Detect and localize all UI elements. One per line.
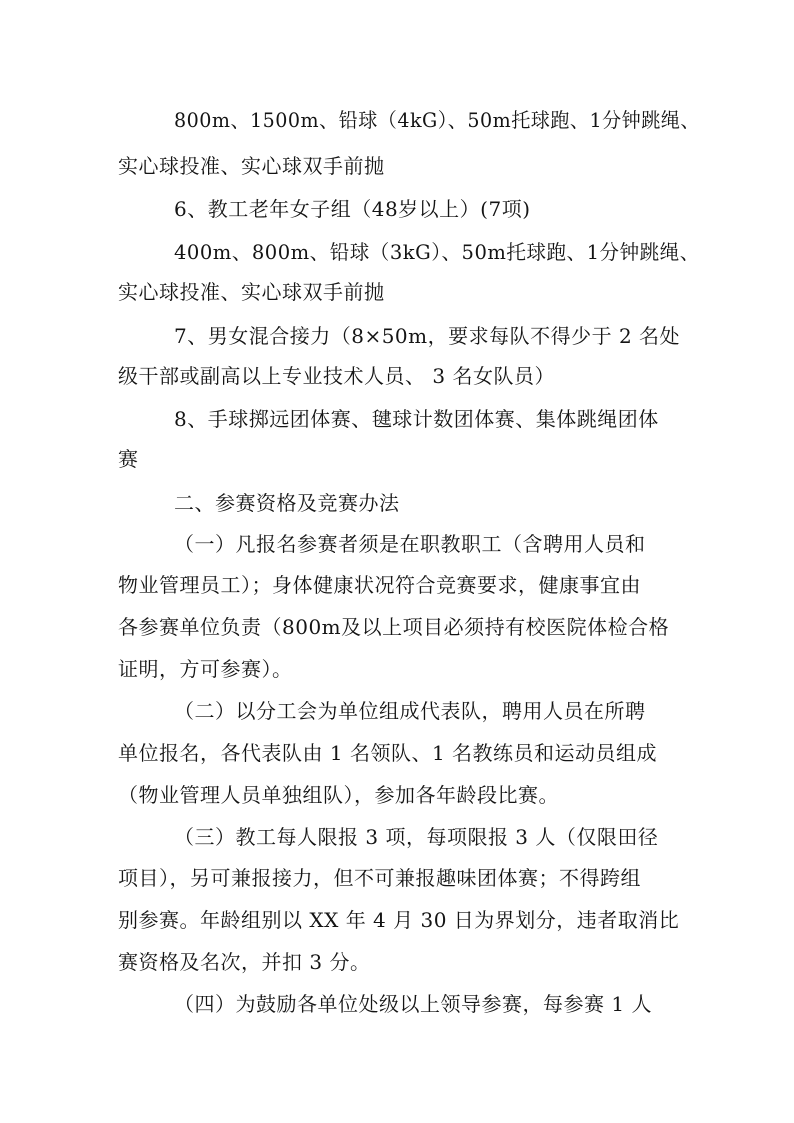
text-line: 7、男女混合接力（8×50m，要求每队不得少于 2 名处 [174,324,681,348]
text-line: 赛 [118,447,139,471]
text-line: 物业管理员工）；身体健康状况符合竞赛要求，健康事宜由 [118,573,641,597]
text-line: 单位报名，各代表队由 1 名领队、1 名教练员和运动员组成 [118,741,658,765]
text-line: （三）教工每人限报 3 项，每项限报 3 人（仅限田径 [174,825,659,849]
text-line: 别参赛。年龄组别以 XX 年 4 月 30 日为界划分，违者取消比 [118,908,680,932]
text-line: 800m、1500m、铅球（4kG）、50m托球跑、1分钟跳绳、 [174,108,700,132]
text-line: 各参赛单位负责（800m及以上项目必须持有校医院体检合格 [118,615,670,639]
text-line: 8、手球掷远团体赛、毽球计数团体赛、集体跳绳团体 [174,407,659,431]
text-line: 项目），另可兼报接力，但不可兼报趣味团体赛；不得跨组 [118,866,641,890]
text-line: （一）凡报名参赛者须是在职教职工（含聘用人员和 [174,532,646,556]
text-line: 400m、800m、铅球（3kG）、50m托球跑、1分钟跳绳、 [174,240,700,264]
text-line: 6、教工老年女子组（48岁以上）(7项) [174,197,531,221]
section-heading: 二、参赛资格及竞赛办法 [174,491,400,515]
text-line: 级干部或副高以上专业技术人员、 3 名女队员） [118,364,555,388]
text-line: （二）以分工会为单位组成代表队，聘用人员在所聘 [174,699,646,723]
text-line: （四）为鼓励各单位处级以上领导参赛，每参赛 1 人 [174,992,652,1016]
text-line: 证明，方可参赛）。 [118,657,293,681]
text-line: 赛资格及名次，并扣 3 分。 [118,950,371,974]
text-line: （物业管理人员单独组队），参加各年龄段比赛。 [118,783,559,807]
text-line: 实心球投准、实心球双手前抛 [118,280,385,304]
text-line: 实心球投准、实心球双手前抛 [118,154,385,178]
